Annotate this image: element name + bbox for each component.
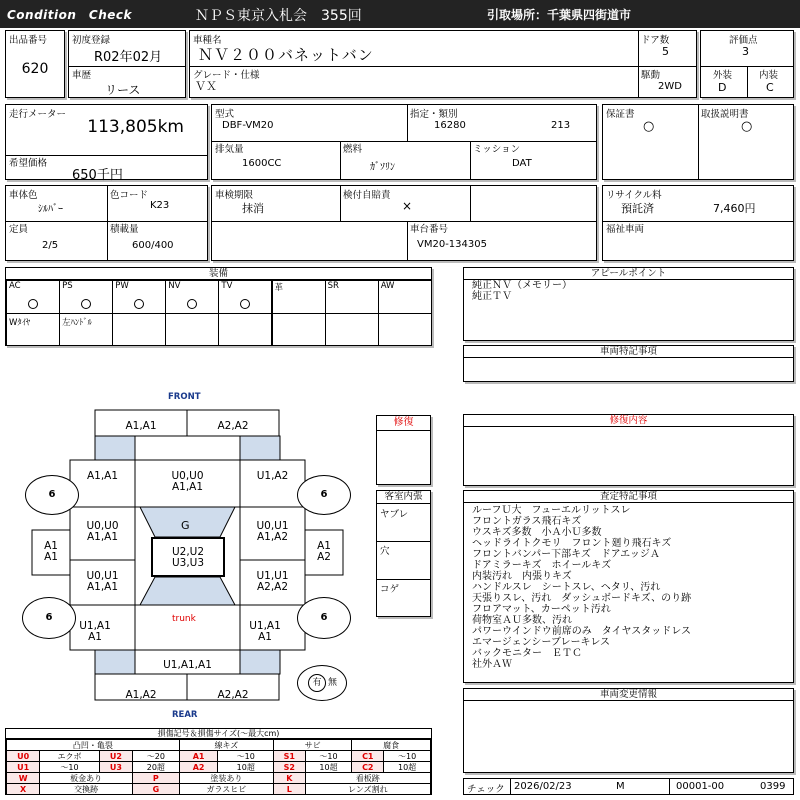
appeal-line: 純正ＮＶ（メモリー） bbox=[472, 280, 572, 291]
inspection-line: エマージェンシーブレーキレス bbox=[472, 637, 611, 648]
damage-legend bbox=[5, 728, 432, 795]
appeal-line: 純正ＴＶ bbox=[472, 291, 512, 302]
trunk-label: trunk bbox=[172, 614, 196, 624]
inspection-line: ハンドルスレ シートスレ、ヘタリ、汚れ bbox=[472, 582, 661, 593]
equip-value bbox=[166, 299, 218, 312]
legend-cell: ～10 bbox=[40, 762, 100, 773]
legend-cell: ～10 bbox=[384, 751, 431, 762]
rear-right-door: U1,U1 A2,A2 bbox=[256, 570, 289, 593]
legend-cell: レンズ割れ bbox=[305, 784, 430, 795]
front-bumper-left: A1,A1 bbox=[125, 420, 157, 432]
tire-rear-left bbox=[22, 597, 76, 639]
ext-label: 外装 bbox=[713, 70, 733, 81]
manual-label: 取扱説明書 bbox=[701, 109, 749, 120]
legend-header: 腐食 bbox=[352, 740, 431, 751]
equip-sr bbox=[325, 280, 379, 314]
rear-gate: U1,A1,A1 bbox=[163, 659, 212, 671]
legend-cell: K bbox=[274, 773, 306, 784]
legend-cell: ～10 bbox=[218, 751, 274, 762]
legend-cell: 10超 bbox=[305, 762, 352, 773]
inspection-line: ウスキズ多数 小Ａ小Ｕ多数 bbox=[472, 527, 602, 538]
equip-label: PW bbox=[115, 281, 129, 291]
circle-mark-icon bbox=[240, 299, 250, 309]
check-date: 2026/02/23 bbox=[514, 781, 572, 792]
equip-label: 革 bbox=[274, 283, 284, 293]
legend-table bbox=[6, 739, 431, 795]
equip-row2-cell bbox=[59, 313, 113, 346]
equip-label: NV bbox=[168, 281, 181, 291]
cap-label: 定員 bbox=[9, 224, 29, 235]
legend-cell: A1 bbox=[179, 751, 218, 762]
tire-front-right bbox=[297, 475, 351, 515]
recycle-label: リサイクル料 bbox=[606, 190, 662, 201]
insp-box bbox=[211, 185, 597, 261]
legend-cell: 10超 bbox=[384, 762, 431, 773]
rear-left-quarter: U1,A1 A1 bbox=[79, 620, 111, 643]
repair-side-title: 修復 bbox=[377, 416, 430, 431]
auction-title: ＮＰＳ東京入札会 355回 bbox=[195, 8, 362, 24]
legend-cell: U1 bbox=[7, 762, 40, 773]
equipment-box bbox=[5, 267, 432, 346]
lot-number: 620 bbox=[21, 61, 49, 77]
door-label: ドア数 bbox=[641, 35, 670, 46]
repair-box bbox=[463, 414, 794, 486]
cabin-hole: 穴 bbox=[380, 546, 390, 557]
legend-cell: 板金あり bbox=[40, 773, 133, 784]
legend-header: 凸凹・亀裂 bbox=[7, 740, 180, 751]
model-box bbox=[211, 104, 597, 180]
front-label: FRONT bbox=[168, 392, 201, 402]
warranty-value: ○ bbox=[643, 119, 655, 134]
reg-hist-box bbox=[68, 30, 186, 98]
equip-label: SR bbox=[327, 281, 339, 291]
docs-box bbox=[602, 104, 794, 180]
score-box bbox=[700, 30, 794, 98]
inspection-line: パワーウインドウ前席のみ タイヤスタッドレス bbox=[472, 626, 691, 637]
class-label: 指定・類別 bbox=[410, 109, 458, 120]
legend-cell: S2 bbox=[274, 762, 306, 773]
legend-cell: エクボ bbox=[40, 751, 100, 762]
equip-nv bbox=[165, 280, 219, 314]
windshield-glass-mark: G bbox=[181, 519, 190, 532]
inspection-line: 社外ＡＷ bbox=[472, 659, 512, 670]
inspection-expiry: 抹消 bbox=[242, 202, 264, 215]
price-label: 希望価格 bbox=[9, 158, 48, 169]
inspection-notes-box bbox=[463, 490, 794, 683]
equip-row2-cell bbox=[272, 313, 326, 346]
appeal-list bbox=[472, 280, 572, 302]
equip-label: Wﾀｲﾔ bbox=[9, 318, 31, 328]
legend-cell: L bbox=[274, 784, 306, 795]
drive-type: 2WD bbox=[658, 81, 682, 92]
int-label: 内装 bbox=[759, 70, 779, 81]
legend-cell: X bbox=[7, 784, 40, 795]
lot-label: 出品番号 bbox=[9, 35, 48, 46]
equip-pw bbox=[112, 280, 166, 314]
inspection-line: 内装汚れ 内張りキズ bbox=[472, 571, 572, 582]
equip-value bbox=[219, 299, 271, 312]
recycle-status: 預託済 bbox=[621, 202, 654, 215]
equip-row2-cell bbox=[6, 313, 60, 346]
inspection-line: フロントバンパー下部キズ ドアエッジＡ bbox=[472, 549, 660, 560]
front-right-fender: U1,A2 bbox=[256, 470, 289, 482]
equip-row2-cell bbox=[165, 313, 219, 346]
special-box bbox=[463, 345, 794, 382]
legend-cell: C1 bbox=[352, 751, 384, 762]
liability-insurance: × bbox=[402, 199, 413, 213]
doc-number: 0399 bbox=[760, 781, 786, 792]
special-title: 車両特記事項 bbox=[464, 346, 793, 358]
legend-cell: 塗装あり bbox=[179, 773, 273, 784]
lot-box bbox=[5, 30, 65, 98]
legend-cell: G bbox=[132, 784, 179, 795]
front-left-door: U0,U0 A1,A1 bbox=[86, 520, 119, 543]
circle-mark-icon bbox=[81, 299, 91, 309]
rear-bumper-left: A1,A2 bbox=[125, 689, 157, 701]
name-box bbox=[189, 30, 697, 98]
equip-label: AW bbox=[380, 281, 395, 291]
recycle-box bbox=[602, 185, 794, 261]
color-box bbox=[5, 185, 208, 261]
car-name: ＮＶ２００バネットバン bbox=[198, 46, 374, 64]
appeal-title: アピールポイント bbox=[464, 268, 793, 280]
legend-cell: 10超 bbox=[218, 762, 274, 773]
check-label: チェック bbox=[467, 784, 505, 795]
mileage-value: 113,805km bbox=[87, 117, 184, 137]
legend-title: 損傷記号＆損傷サイズ(～最大cm) bbox=[6, 729, 431, 739]
legend-cell: A2 bbox=[179, 762, 218, 773]
interior-score: C bbox=[766, 81, 774, 94]
frame-label: 車台番号 bbox=[410, 224, 449, 235]
tire-fl-depth: 6 bbox=[48, 489, 56, 500]
spec-label: グレード・仕様 bbox=[193, 70, 260, 81]
model-code: DBF-VM20 bbox=[222, 120, 274, 131]
recycle-amount: 7,460円 bbox=[713, 202, 756, 215]
mileage-box bbox=[5, 104, 208, 183]
pickup-location: 引取場所：千葉県四街道市 bbox=[487, 8, 632, 22]
header-bar bbox=[0, 0, 800, 28]
legend-cell: P bbox=[132, 773, 179, 784]
spare-tire bbox=[297, 665, 347, 701]
inspection-line: フロントガラス飛石キズ bbox=[472, 516, 582, 527]
hood: U0,U0 A1,A1 bbox=[171, 470, 204, 493]
evaluation-score: 3 bbox=[742, 45, 749, 58]
equipment-title: 装備 bbox=[6, 268, 431, 280]
model-label: 型式 bbox=[215, 109, 235, 120]
equip-row2-cell bbox=[218, 313, 272, 346]
legend-cell: S1 bbox=[274, 751, 306, 762]
checker-initial: M bbox=[616, 781, 625, 792]
rear-left-door: U0,U1 A1,A1 bbox=[86, 570, 119, 593]
insp-label: 車検期限 bbox=[215, 190, 254, 201]
legend-cell: U3 bbox=[99, 762, 132, 773]
equip-ac bbox=[6, 280, 60, 314]
equip-row2-cell bbox=[325, 313, 379, 346]
inspection-line: ヘッドライトクモリ フロント廻り飛石キズ bbox=[472, 538, 672, 549]
legend-cell: 交換跡 bbox=[40, 784, 133, 795]
equip-革 bbox=[272, 280, 326, 314]
drive-label: 駆動 bbox=[641, 70, 661, 81]
front-bumper-right: A2,A2 bbox=[217, 420, 249, 432]
capacity: 2/5 bbox=[42, 240, 59, 251]
manual-value: ○ bbox=[741, 119, 753, 134]
rear-bumper-right: A2,A2 bbox=[217, 689, 249, 701]
fuel-label: 燃料 bbox=[343, 144, 363, 155]
trans-label: ミッション bbox=[473, 144, 521, 155]
fuel-type: ｶﾞｿﾘﾝ bbox=[370, 162, 395, 173]
tire-rr-depth: 6 bbox=[320, 612, 328, 623]
name-label: 車種名 bbox=[193, 35, 222, 46]
inspection-line: ルーフＵ大 フューエルリットスレ bbox=[472, 505, 631, 516]
vehicle-history: リース bbox=[105, 83, 141, 97]
equip-label: 左ﾊﾝﾄﾞﾙ bbox=[62, 318, 92, 328]
rear-right-quarter: U1,A1 A1 bbox=[249, 620, 281, 643]
inspection-line: フロアマット、カーペット汚れ bbox=[472, 604, 611, 615]
spare-present: 有 bbox=[308, 674, 326, 692]
legend-cell: ガラスヒビ bbox=[179, 784, 273, 795]
cabin-title: 客室内張 bbox=[377, 491, 430, 504]
inspection-title: 査定特記事項 bbox=[464, 491, 793, 503]
cabin-box bbox=[376, 490, 431, 617]
inspection-line: バックモニター ＥＴＣ bbox=[472, 648, 582, 659]
reg-label: 初度登録 bbox=[72, 35, 111, 46]
legend-cell: W bbox=[7, 773, 40, 784]
equipment-grid bbox=[6, 280, 431, 345]
color-label: 車体色 bbox=[9, 190, 38, 201]
legend-cell: 看板跡 bbox=[305, 773, 430, 784]
car-diagram bbox=[0, 385, 376, 725]
header-left: Condition Check bbox=[7, 8, 133, 22]
transmission: DAT bbox=[512, 158, 532, 169]
inspection-list bbox=[472, 505, 691, 670]
cabin-burn: コゲ bbox=[380, 584, 400, 595]
equip-row2-cell bbox=[378, 313, 432, 346]
load-label: 積載量 bbox=[110, 224, 139, 235]
equip-aw bbox=[378, 280, 432, 314]
body-color: ｼﾙﾊﾞｰ bbox=[38, 204, 63, 215]
inspection-line: ドアミラーキズ ホイールキズ bbox=[472, 560, 612, 571]
spare-absent: 無 bbox=[328, 678, 338, 688]
front-left-fender: A1,A1 bbox=[86, 470, 119, 482]
color-code: K23 bbox=[150, 200, 170, 211]
legend-header: 線キズ bbox=[179, 740, 273, 751]
legend-cell: ～10 bbox=[305, 751, 352, 762]
equip-value bbox=[7, 299, 59, 312]
legend-cell: U0 bbox=[7, 751, 40, 762]
legend-cell: U2 bbox=[99, 751, 132, 762]
disp-label: 排気量 bbox=[215, 144, 244, 155]
welfare-label: 福祉車両 bbox=[606, 224, 645, 235]
equip-label: PS bbox=[62, 281, 73, 291]
grade-spec: ＶＸ bbox=[195, 80, 217, 93]
equip-label: AC bbox=[9, 281, 21, 291]
doc-code: 00001-00 bbox=[676, 781, 725, 792]
load-capacity: 600/400 bbox=[132, 240, 174, 251]
desired-price: 650千円 bbox=[72, 168, 123, 183]
code-label: 色コード bbox=[110, 190, 149, 201]
tire-rear-right bbox=[297, 597, 351, 639]
rear-label: REAR bbox=[172, 710, 198, 720]
repair-title: 修復内容 bbox=[464, 415, 793, 427]
tire-fr-depth: 6 bbox=[320, 489, 328, 500]
cabin-tear: ヤブレ bbox=[380, 509, 409, 520]
frame-number: VM20-134305 bbox=[417, 239, 487, 250]
circle-mark-icon bbox=[187, 299, 197, 309]
equip-ps bbox=[59, 280, 113, 314]
roof: U2,U2 U3,U3 bbox=[171, 546, 205, 569]
legend-cell: 20超 bbox=[132, 762, 179, 773]
mileage-label: 走行メーター bbox=[9, 109, 67, 120]
displacement: 1600CC bbox=[242, 158, 282, 169]
appeal-box bbox=[463, 267, 794, 341]
change-title: 車両変更情報 bbox=[464, 689, 793, 701]
right-pillar: A1 A2 bbox=[317, 540, 331, 563]
tire-rl-depth: 6 bbox=[45, 612, 53, 623]
repair-side-box bbox=[376, 415, 431, 485]
exterior-score: D bbox=[718, 81, 727, 94]
warranty-label: 保証書 bbox=[606, 109, 635, 120]
equip-value bbox=[60, 299, 112, 312]
hist-label: 車歴 bbox=[72, 70, 92, 81]
circle-mark-icon bbox=[28, 299, 38, 309]
class-category: 213 bbox=[551, 120, 571, 131]
legend-cell: C2 bbox=[352, 762, 384, 773]
footer-bar bbox=[463, 778, 794, 795]
grade-label: 評価点 bbox=[729, 35, 758, 46]
liab-label: 検付自賠責 bbox=[343, 190, 391, 201]
front-right-door: U0,U1 A1,A2 bbox=[256, 520, 289, 543]
change-box bbox=[463, 688, 794, 773]
equip-tv bbox=[218, 280, 272, 314]
first-registration: R02年02月 bbox=[94, 50, 163, 65]
equip-label: TV bbox=[221, 281, 233, 291]
left-pillar: A1 A1 bbox=[44, 540, 58, 563]
equip-row2-cell bbox=[112, 313, 166, 346]
legend-cell: ～20 bbox=[132, 751, 179, 762]
inspection-line: 荷物室ＡＵ多数、汚れ bbox=[472, 615, 572, 626]
equip-value bbox=[113, 299, 165, 312]
inspection-line: 天張りスレ、汚れ ダッシュボードキズ、のり跡 bbox=[472, 593, 692, 604]
class-designation: 16280 bbox=[434, 120, 466, 131]
circle-mark-icon bbox=[134, 299, 144, 309]
door-count: 5 bbox=[662, 45, 669, 58]
legend-header: サビ bbox=[274, 740, 352, 751]
